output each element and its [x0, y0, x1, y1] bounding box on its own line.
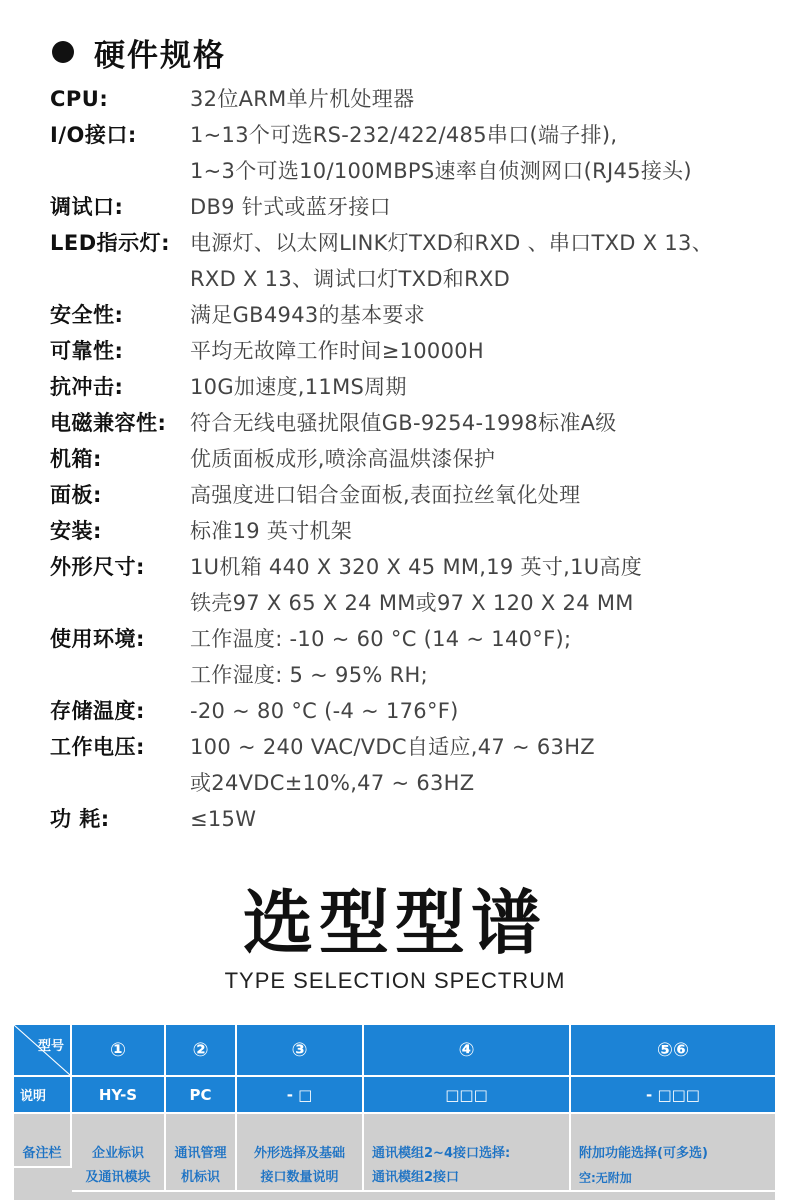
spec-row [50, 729, 770, 801]
spec-value-line: 铁壳97 X 65 X 24 MM或97 X 120 X 24 MM [190, 591, 634, 615]
spec-label: I/O接口: [50, 123, 137, 147]
spec-value-line: 工作湿度: 5 ~ 95% RH; [190, 663, 428, 687]
spec-label: 安装: [50, 519, 102, 543]
spec-row [50, 441, 770, 477]
spec-header [52, 30, 226, 74]
note-label: 备注栏 [22, 1146, 62, 1161]
spec-label: 安全性: [50, 303, 124, 327]
desc-cell-2: PC [166, 1077, 237, 1114]
spec-label: 使用环境: [50, 627, 145, 651]
table-corner-cell [14, 1025, 72, 1077]
spec-value-line: 32位ARM单片机处理器 [190, 87, 415, 111]
spec-label: 工作电压: [50, 735, 145, 759]
spec-value-line: 标准19 英寸机架 [190, 519, 353, 543]
spec-value-line: 100 ~ 240 VAC/VDC自适应,47 ~ 63HZ [190, 735, 595, 759]
spec-value-line: 1U机箱 440 X 320 X 45 MM,19 英寸,1U高度 [190, 555, 643, 579]
table-note-row [14, 1114, 775, 1200]
note-5-line-2: 空:无附加 [579, 1171, 632, 1185]
selection-title: 选型型谱 [243, 882, 547, 964]
spec-label: 可靠性: [50, 339, 124, 363]
spec-value-line: DB9 针式或蓝牙接口 [190, 195, 391, 219]
spec-values [190, 369, 770, 405]
spec-row [50, 117, 770, 189]
spec-row [50, 333, 770, 369]
spec-row [50, 225, 770, 297]
spec-values [190, 513, 770, 549]
spec-label: 功 耗: [50, 807, 110, 831]
note-1-line-2: 及通讯模块 [85, 1170, 151, 1185]
spec-list [50, 81, 770, 837]
spec-row [50, 369, 770, 405]
spec-row [50, 477, 770, 513]
spec-value-line: -20 ~ 80 °C (-4 ~ 176°F) [190, 699, 459, 723]
spec-value-line: 符合无线电骚扰限值GB-9254-1998标准A级 [190, 411, 617, 435]
spec-row [50, 693, 770, 729]
spec-row [50, 621, 770, 693]
spec-label: 外形尺寸: [50, 555, 145, 579]
spec-values [190, 621, 770, 693]
spec-label: LED指示灯: [50, 231, 171, 255]
spec-value-line: 电源灯、以太网LINK灯TXD和RXD 、串口TXD X 13、 [190, 231, 714, 255]
corner-bottom-label: 说明 [20, 1089, 47, 1104]
note-cell-2 [166, 1114, 237, 1192]
note-4-line-1: 通讯模组2~4接口选择: [372, 1146, 511, 1161]
spec-value-line: ≤15W [190, 807, 257, 831]
spec-row [50, 189, 770, 225]
spec-row [50, 405, 770, 441]
spec-label: 机箱: [50, 447, 102, 471]
spec-value-line: 10G加速度,11MS周期 [190, 375, 407, 399]
table-header-row [14, 1025, 775, 1077]
head-cell-5: ⑤⑥ [571, 1025, 775, 1077]
spec-value-line: 平均无故障工作时间≥10000H [190, 339, 484, 363]
spec-label: 电磁兼容性: [50, 411, 167, 435]
spec-label: 调试口: [50, 195, 124, 219]
spec-values [190, 477, 770, 513]
spec-row [50, 801, 770, 837]
spec-value-line: 或24VDC±10%,47 ~ 63HZ [190, 771, 475, 795]
note-2-line-1: 通讯管理 [174, 1146, 227, 1161]
note-cell-5 [571, 1114, 775, 1192]
spec-values [190, 117, 770, 189]
spec-label: 面板: [50, 483, 102, 507]
bullet-dot-icon [52, 41, 74, 63]
spec-row [50, 297, 770, 333]
desc-cell-3: - □ [237, 1077, 364, 1114]
spec-label: 抗冲击: [50, 375, 124, 399]
spec-value-line: 1~13个可选RS-232/422/485串口(端子排), [190, 123, 618, 147]
spec-label: 存储温度: [50, 699, 145, 723]
selection-subtitle: TYPE SELECTION SPECTRUM [224, 968, 566, 993]
head-cell-3: ③ [237, 1025, 364, 1077]
note-cell-4 [364, 1114, 571, 1192]
spec-value-line: 满足GB4943的基本要求 [190, 303, 426, 327]
corner-top-label: 型号 [37, 1039, 64, 1054]
desc-cell-4: □□□ [364, 1077, 571, 1114]
spec-row [50, 513, 770, 549]
spec-values [190, 693, 770, 729]
note-1-line-1: 企业标识 [91, 1146, 144, 1161]
spec-values [190, 405, 770, 441]
spec-values [190, 729, 770, 801]
desc-cell-1: HY-S [72, 1077, 166, 1114]
spec-values [190, 549, 770, 621]
spec-row [50, 81, 770, 117]
spec-values [190, 333, 770, 369]
head-cell-1: ① [72, 1025, 166, 1077]
spec-values [190, 297, 770, 333]
spec-values [190, 81, 770, 117]
head-cell-2: ② [166, 1025, 237, 1077]
spec-values [190, 225, 770, 297]
spec-value-line: 工作温度: -10 ~ 60 °C (14 ~ 140°F); [190, 627, 572, 651]
spec-value-line: 优质面板成形,喷涂高温烘漆保护 [190, 447, 496, 471]
spec-value-line: 高强度进口铝合金面板,表面拉丝氧化处理 [190, 483, 581, 507]
note-5-line-1: 附加功能选择(可多选) [579, 1146, 708, 1161]
type-selection-table [14, 1025, 775, 1200]
note-2-line-2: 机标识 [180, 1170, 220, 1185]
spec-row [50, 549, 770, 621]
head-cell-4: ④ [364, 1025, 571, 1077]
table-desc-row [14, 1077, 775, 1114]
desc-corner-cell [14, 1077, 72, 1114]
spec-values [190, 441, 770, 477]
spec-values [190, 189, 770, 225]
spec-value-line: RXD X 13、调试口灯TXD和RXD [190, 267, 511, 291]
note-cell-1 [72, 1114, 166, 1192]
note-3-line-1: 外形选择及基础 [253, 1146, 345, 1161]
desc-cell-5: - □□□ [571, 1077, 775, 1114]
note-cell-3 [237, 1114, 364, 1192]
note-label-cell [14, 1114, 72, 1168]
spec-title: 硬件规格 [94, 37, 226, 74]
spec-values [190, 801, 770, 837]
note-4-line-2: 通讯模组2接口 [372, 1170, 460, 1185]
spec-label: CPU: [50, 87, 109, 111]
note-3-line-2: 接口数量说明 [260, 1170, 339, 1185]
spec-value-line: 1~3个可选10/100MBPS速率自侦测网口(RJ45接头) [190, 159, 692, 183]
